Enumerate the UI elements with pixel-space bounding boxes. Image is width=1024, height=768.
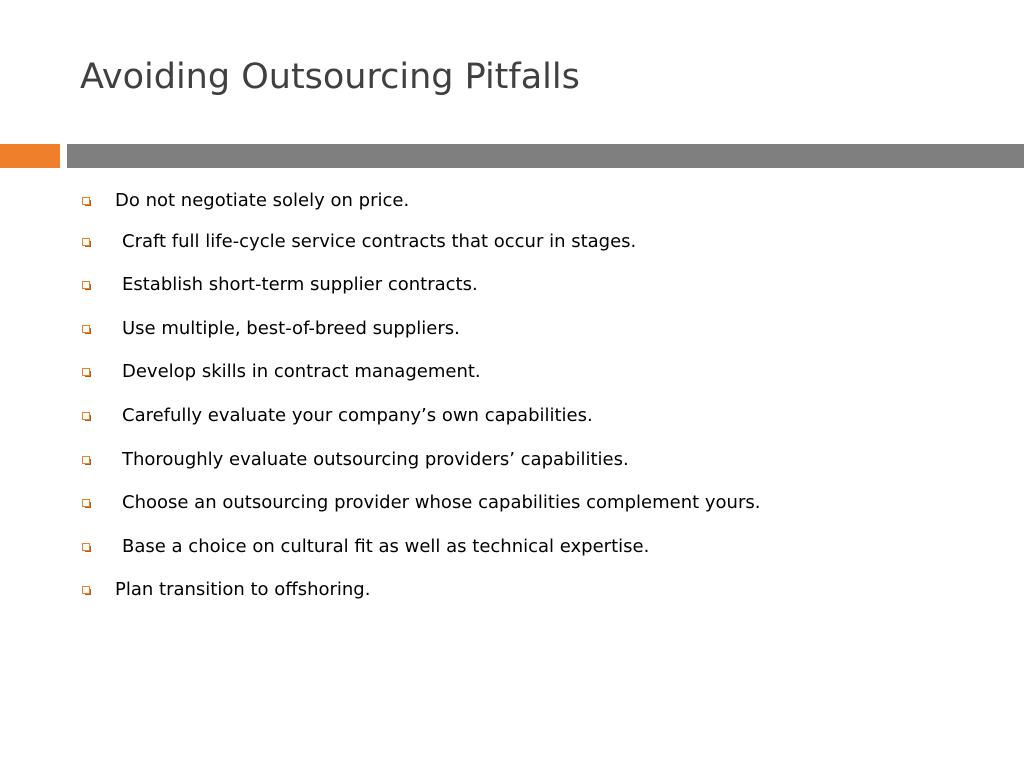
bullet-text: Establish short-term supplier contracts. (122, 274, 478, 295)
bullet-text: Plan transition to offshoring. (115, 579, 371, 600)
bullet-text: Use multiple, best-of-breed suppliers. (122, 318, 460, 339)
bullet-text: Carefully evaluate your company’s own capabilities. (122, 405, 593, 426)
square-bullet-icon (82, 368, 90, 376)
list-item (0, 359, 1000, 387)
square-bullet-icon (82, 412, 90, 420)
bullet-text: Base a choice on cultural fit as well as technical expertise. (122, 536, 650, 557)
slide-title: Avoiding Outsourcing Pitfalls (80, 57, 580, 97)
list-item (0, 534, 1000, 562)
bullet-text: Craft full life-cycle service contracts that occur in stages. (122, 231, 637, 252)
list-item (0, 403, 1000, 431)
list-item (0, 577, 1000, 605)
square-bullet-icon (82, 325, 90, 333)
square-bullet-icon (82, 586, 90, 594)
list-item (0, 229, 1000, 257)
list-item (0, 272, 1000, 300)
header-divider-bar (67, 144, 1024, 168)
square-bullet-icon (82, 238, 90, 246)
bullet-text: Thoroughly evaluate outsourcing providers’ capabilities. (122, 449, 629, 470)
list-item (0, 490, 1000, 518)
accent-bar (0, 144, 60, 168)
bullet-text: Do not negotiate solely on price. (115, 190, 410, 211)
bullet-text: Develop skills in contract management. (122, 361, 481, 382)
square-bullet-icon (82, 197, 90, 205)
square-bullet-icon (82, 543, 90, 551)
list-item (0, 447, 1000, 475)
list-item (0, 316, 1000, 344)
list-item (0, 188, 1000, 216)
square-bullet-icon (82, 499, 90, 507)
bullet-text: Choose an outsourcing provider whose capabilities complement yours. (122, 492, 761, 513)
square-bullet-icon (82, 281, 90, 289)
square-bullet-icon (82, 456, 90, 464)
